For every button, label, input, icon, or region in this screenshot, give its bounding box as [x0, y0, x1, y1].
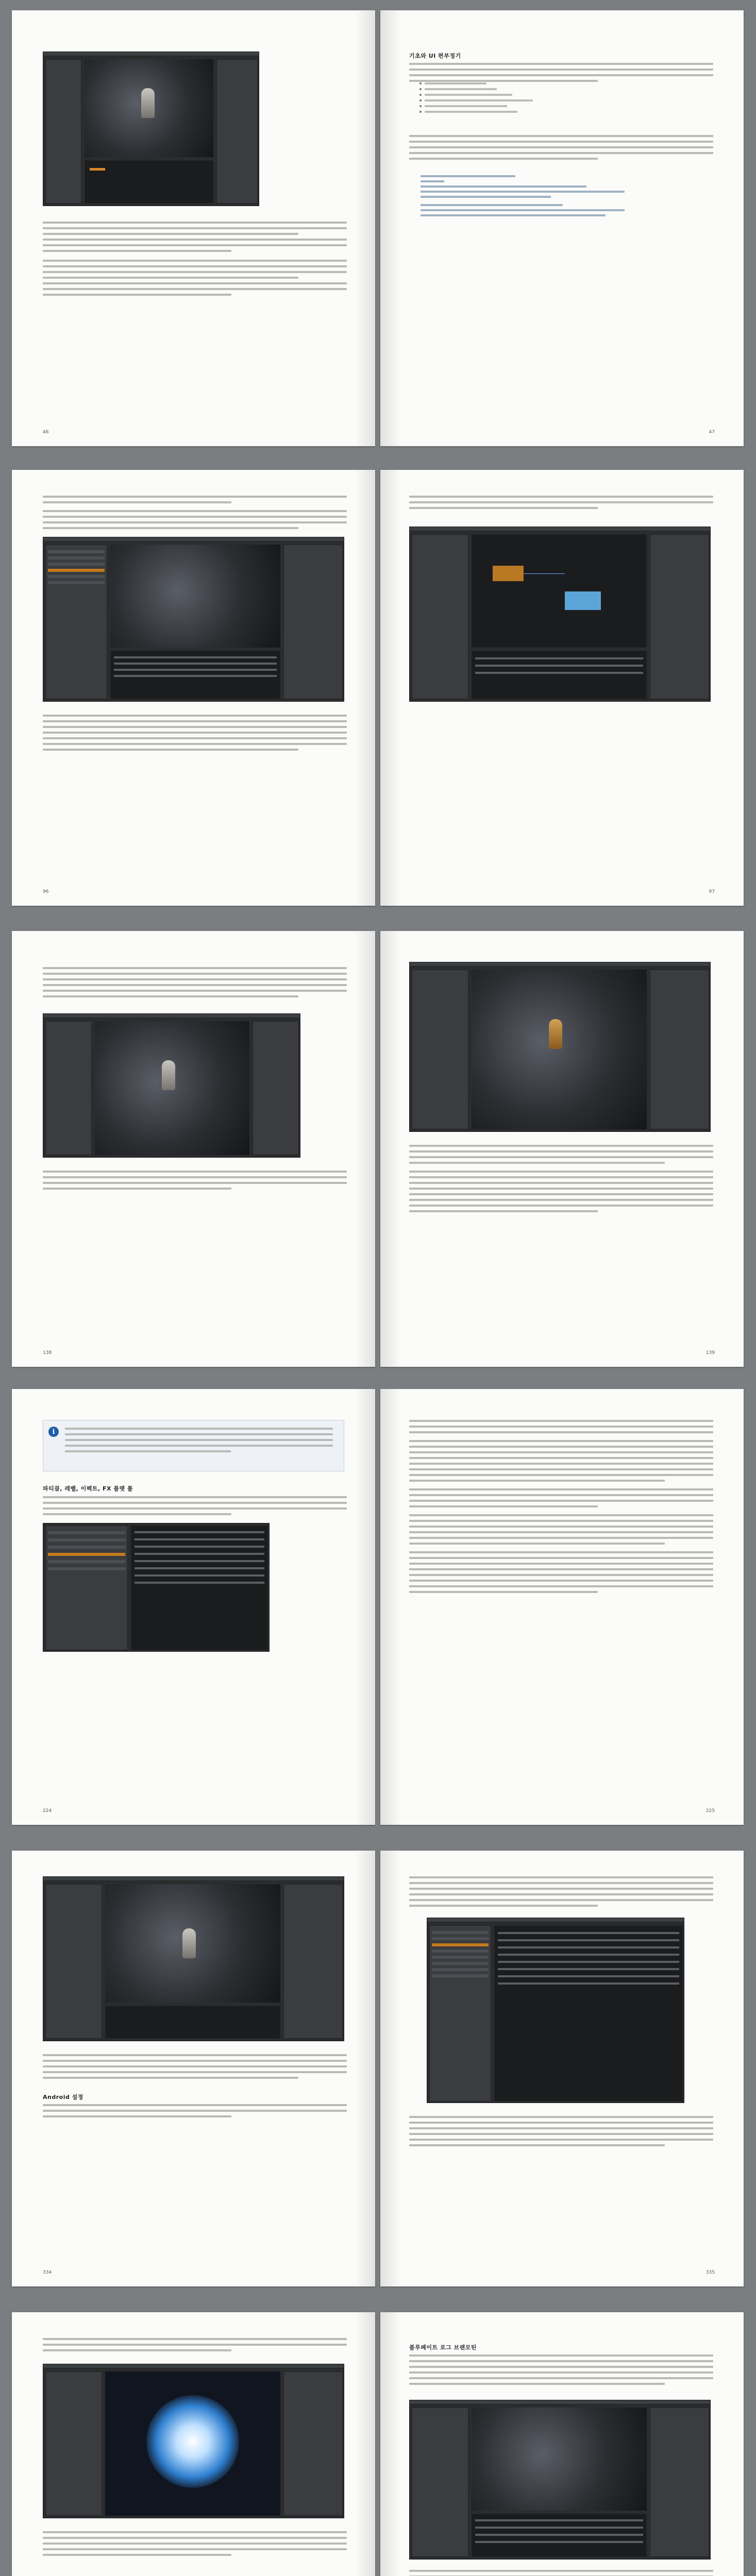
- screenshot-blueprint: [409, 2400, 711, 2560]
- page-left: [12, 1851, 375, 2286]
- body-text: [409, 1876, 713, 1910]
- spread-6: [12, 2312, 744, 2576]
- page-number: 138: [43, 1350, 52, 1355]
- screenshot-editor: [43, 52, 259, 206]
- body-text: [43, 715, 347, 754]
- screenshot-menu: [43, 1523, 270, 1652]
- body-text: [409, 496, 713, 513]
- screenshot-animation: [43, 1013, 300, 1158]
- spread-2: [12, 470, 744, 906]
- page-right: [380, 2312, 744, 2576]
- page-left: [12, 931, 375, 1367]
- page-right: [380, 470, 744, 906]
- spread-5: [12, 1851, 744, 2286]
- body-text: [43, 967, 347, 1001]
- page-number: 335: [705, 2270, 715, 2275]
- page-number: 139: [705, 1350, 715, 1355]
- body-text: [43, 222, 347, 299]
- page-right: [380, 1851, 744, 2286]
- body-text: [43, 2531, 347, 2560]
- screenshot-skeleton: [409, 962, 711, 1132]
- page-number: 334: [43, 2270, 52, 2275]
- page-number: 96: [43, 889, 49, 894]
- body-text: [409, 1420, 713, 1597]
- page-number: 97: [709, 889, 715, 894]
- body-text: [409, 1145, 713, 1216]
- page-number: 225: [705, 1808, 715, 1814]
- code-block: [421, 175, 658, 219]
- body-text: [43, 2338, 347, 2355]
- screenshot-particle: [43, 2364, 344, 2518]
- spread-3: [12, 931, 744, 1367]
- body-text: [409, 2354, 713, 2388]
- page-left: [12, 2312, 375, 2576]
- info-icon: i: [48, 1427, 59, 1437]
- body-text: [409, 2116, 713, 2150]
- body-text: [409, 135, 713, 163]
- spread-4: [12, 1389, 744, 1825]
- body-text: [43, 2104, 347, 2121]
- page-number: 224: [43, 1808, 52, 1814]
- bullet-list: [419, 82, 626, 116]
- page-number: 47: [709, 430, 715, 435]
- page-number: 46: [43, 430, 49, 435]
- page-right: [380, 1389, 744, 1825]
- page-right: [380, 10, 744, 446]
- screenshot-editor: [409, 527, 711, 702]
- body-text: [409, 2570, 713, 2576]
- body-text: [43, 1496, 347, 1519]
- screenshot-project-settings: [427, 1918, 684, 2103]
- note-box: [43, 1420, 344, 1471]
- page-right: [380, 931, 744, 1367]
- body-text: [43, 2054, 347, 2082]
- screenshot-editor: [43, 537, 344, 702]
- page-left: [12, 1389, 375, 1825]
- screenshot-editor: [43, 1876, 344, 2041]
- body-text: [43, 1171, 347, 1193]
- body-text: [43, 496, 347, 533]
- page-left: [12, 470, 375, 906]
- section-heading: 파티클, 레벨, 이펙트, FX 플랫 툴: [43, 1485, 133, 1492]
- section-heading: Android 설정: [43, 2094, 83, 2100]
- section-heading: 기초와 UI 편부정기: [409, 53, 461, 59]
- section-heading: 블루페이트 로그 브랜모틴: [409, 2344, 477, 2351]
- page-left: [12, 10, 375, 446]
- spread-1: [12, 10, 744, 446]
